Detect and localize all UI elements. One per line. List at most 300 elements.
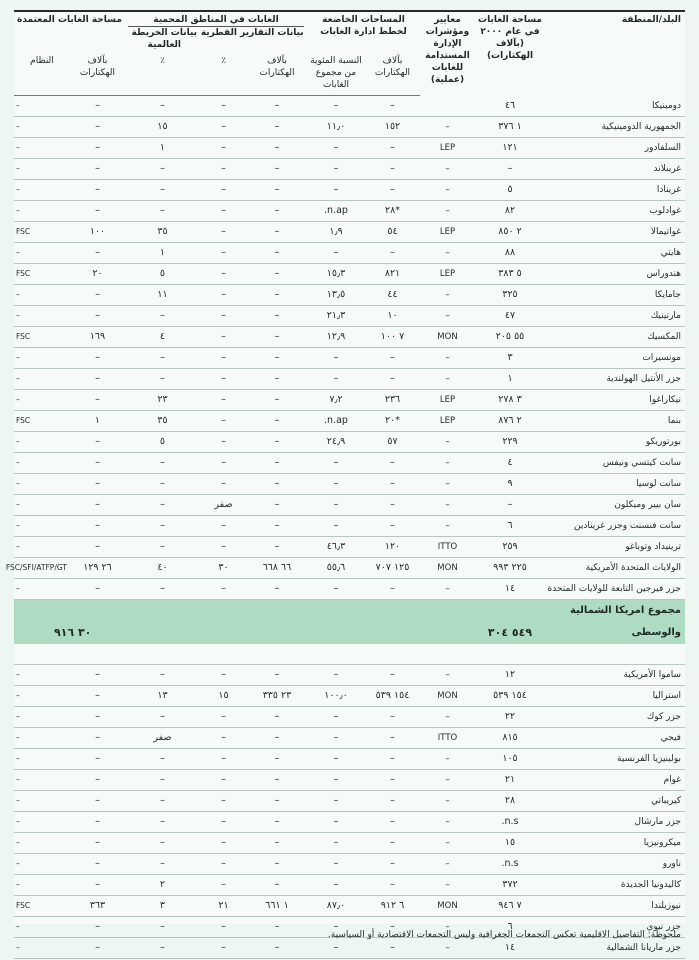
reports-area-cell: – — [247, 516, 307, 537]
reports-pct-cell: – — [200, 285, 247, 306]
reports-pct-cell: – — [200, 264, 247, 285]
reports-pct-cell: – — [200, 938, 247, 959]
country-cell: ميكرونيزيا — [545, 833, 685, 854]
reports-area-cell: – — [247, 201, 307, 222]
total-label-line1: مجموع امريكا الشمالية — [569, 605, 681, 616]
certified-area-cell: – — [70, 854, 125, 875]
reports-pct-cell: – — [200, 432, 247, 453]
reports-area-cell: – — [247, 665, 307, 686]
map-pct-cell: – — [125, 369, 200, 390]
country-cell: السلفادور — [545, 138, 685, 159]
plans-area-cell: – — [365, 180, 420, 201]
country-cell: كاليدونيا الجديدة — [545, 875, 685, 896]
forest-area-cell: ٢١ — [475, 770, 545, 791]
plans-pct-cell: – — [307, 875, 365, 896]
country-cell: كيريباتي — [545, 791, 685, 812]
criteria-cell: – — [420, 854, 475, 875]
reports-pct-cell: – — [200, 453, 247, 474]
map-pct-cell: – — [125, 770, 200, 791]
reports-pct-cell: – — [200, 138, 247, 159]
forest-area-cell: n.s. — [475, 854, 545, 875]
table-row — [14, 348, 685, 369]
plans-pct-cell: – — [307, 96, 365, 117]
criteria-cell: MON — [420, 896, 475, 917]
forest-area-cell: ١٥ — [475, 833, 545, 854]
forest-area-cell: ٣ ٢٧٨ — [475, 390, 545, 411]
certified-system-cell: – — [14, 707, 70, 728]
table-row — [14, 453, 685, 474]
certified-area-cell: – — [70, 390, 125, 411]
plans-pct-cell: – — [307, 159, 365, 180]
reports-pct-cell: – — [200, 791, 247, 812]
certified-area-cell: – — [70, 707, 125, 728]
forest-area-cell: ١ — [475, 369, 545, 390]
map-pct-cell: – — [125, 306, 200, 327]
reports-area-cell: – — [247, 770, 307, 791]
criteria-cell: – — [420, 432, 475, 453]
certified-area-cell: – — [70, 812, 125, 833]
forest-table — [5, 12, 685, 959]
plans-pct-cell: – — [307, 833, 365, 854]
certified-system-cell: – — [14, 180, 70, 201]
map-pct-cell: ٣ — [125, 896, 200, 917]
reports-area-cell: – — [247, 369, 307, 390]
plans-area-cell: ١٠ — [365, 306, 420, 327]
plans-pct-cell: ٨٧٫٠ — [307, 896, 365, 917]
header-reports-group: بيانات التقارير القطرية — [200, 28, 304, 38]
header-plans-pct: النسبة المئوية من مجموع الغابات — [307, 53, 365, 96]
criteria-cell: – — [420, 180, 475, 201]
country-cell: نيوزيلندا — [545, 896, 685, 917]
certified-system-cell: FSC — [14, 222, 70, 243]
forest-area-cell: ٢ ٨٥٠ — [475, 222, 545, 243]
plans-pct-cell: – — [307, 854, 365, 875]
reports-area-cell: – — [247, 474, 307, 495]
plans-pct-cell: – — [307, 348, 365, 369]
forest-area-cell: ٢٥٩ — [475, 537, 545, 558]
criteria-cell: – — [420, 117, 475, 138]
country-cell: غواتيمالا — [545, 222, 685, 243]
reports-area-cell: ٦٦ ٦٦٨ — [247, 558, 307, 579]
plans-pct-cell: – — [307, 516, 365, 537]
table-body-oceania — [14, 665, 685, 959]
plans-pct-cell: – — [307, 707, 365, 728]
reports-pct-cell: – — [200, 411, 247, 432]
total-certified-area: ٣٠ ٩١٦ — [14, 622, 125, 644]
total-label-line2: والوسطى — [545, 622, 685, 644]
criteria-cell: – — [420, 495, 475, 516]
forest-area-cell: ٣٢٥ — [475, 285, 545, 306]
plans-area-cell: ١٥٢ — [365, 117, 420, 138]
forest-area-cell: ٢٢٩ — [475, 432, 545, 453]
certified-system-cell: FSC — [14, 896, 70, 917]
reports-area-cell: – — [247, 180, 307, 201]
forest-area-cell: ٦ — [475, 516, 545, 537]
country-cell: بنما — [545, 411, 685, 432]
certified-area-cell: – — [70, 306, 125, 327]
header-reports-pct: ٪ — [200, 53, 247, 96]
map-pct-cell: ٥ — [125, 264, 200, 285]
map-pct-cell: ١١ — [125, 285, 200, 306]
certified-area-cell: – — [70, 285, 125, 306]
forest-area-cell: ١٠٥ — [475, 749, 545, 770]
certified-system-cell: FSC — [14, 264, 70, 285]
reports-pct-cell: – — [200, 180, 247, 201]
reports-area-cell: – — [247, 243, 307, 264]
table-row — [14, 791, 685, 812]
header-plans-group: المساحات الخاضعة لخطط ادارة الغابات — [320, 15, 407, 37]
plans-pct-cell: – — [307, 749, 365, 770]
forest-area-cell: ٥٥ ٢٠٥ — [475, 327, 545, 348]
reports-pct-cell: – — [200, 243, 247, 264]
reports-pct-cell: – — [200, 96, 247, 117]
country-cell: جامايكا — [545, 285, 685, 306]
table-row — [14, 579, 685, 600]
certified-system-cell: FSC — [14, 411, 70, 432]
header-certified-group: مساحة الغابات المعتمدة — [17, 15, 122, 25]
reports-pct-cell: – — [200, 159, 247, 180]
criteria-cell: – — [420, 348, 475, 369]
plans-area-cell: ٦ ٩١٢ — [365, 896, 420, 917]
plans-pct-cell: ١٢٫٩ — [307, 327, 365, 348]
forest-area-cell: ٨٢ — [475, 201, 545, 222]
reports-pct-cell: – — [200, 306, 247, 327]
map-pct-cell: – — [125, 833, 200, 854]
plans-pct-cell: ٤٦٫٣ — [307, 537, 365, 558]
reports-area-cell: – — [247, 495, 307, 516]
country-cell: ترينيداد وتوباغو — [545, 537, 685, 558]
certified-system-cell: – — [14, 369, 70, 390]
criteria-cell: MON — [420, 327, 475, 348]
criteria-cell: – — [420, 791, 475, 812]
map-pct-cell: – — [125, 537, 200, 558]
certified-system-cell: – — [14, 875, 70, 896]
map-pct-cell: ١ — [125, 138, 200, 159]
certified-system-cell: – — [14, 474, 70, 495]
forest-area-cell: ١٤ — [475, 938, 545, 959]
plans-area-cell: – — [365, 938, 420, 959]
reports-pct-cell: – — [200, 579, 247, 600]
plans-area-cell: ٤٤ — [365, 285, 420, 306]
reports-area-cell: – — [247, 812, 307, 833]
plans-area-cell: – — [365, 665, 420, 686]
table-row — [14, 264, 685, 285]
country-cell: بورتوريكو — [545, 432, 685, 453]
plans-area-cell: – — [365, 854, 420, 875]
total-area: ٥٤٩ ٣٠٤ — [475, 622, 545, 644]
reports-pct-cell: ١٥ — [200, 686, 247, 707]
forest-area-cell: ١ ٣٧٦ — [475, 117, 545, 138]
certified-system-cell: – — [14, 348, 70, 369]
plans-pct-cell: ١١٫٠ — [307, 117, 365, 138]
country-cell: نيكاراغوا — [545, 390, 685, 411]
reports-area-cell: – — [247, 159, 307, 180]
certified-system-cell: – — [14, 579, 70, 600]
reports-area-cell: – — [247, 854, 307, 875]
certified-area-cell: – — [70, 117, 125, 138]
reports-area-cell: – — [247, 138, 307, 159]
certified-system-cell: – — [14, 749, 70, 770]
certified-system-cell: – — [14, 537, 70, 558]
criteria-cell: – — [420, 770, 475, 791]
plans-pct-cell: – — [307, 812, 365, 833]
forest-area-cell: ٢ ٨٧٦ — [475, 411, 545, 432]
plans-pct-cell: – — [307, 180, 365, 201]
certified-area-cell: – — [70, 791, 125, 812]
table-row — [14, 369, 685, 390]
certified-system-cell: – — [14, 770, 70, 791]
country-cell: سانت لوسيا — [545, 474, 685, 495]
reports-area-cell: – — [247, 348, 307, 369]
plans-pct-cell: n.ap. — [307, 201, 365, 222]
country-cell: جزر ماريانا الشمالية — [545, 938, 685, 959]
table-row — [14, 138, 685, 159]
table-row — [14, 749, 685, 770]
map-pct-cell: – — [125, 854, 200, 875]
table-row — [14, 537, 685, 558]
table-row — [14, 411, 685, 432]
plans-area-cell: – — [365, 138, 420, 159]
plans-area-cell: – — [365, 770, 420, 791]
country-cell: غوادلوب — [545, 201, 685, 222]
plans-pct-cell: – — [307, 791, 365, 812]
forest-area-cell: ١٢ — [475, 665, 545, 686]
header-country: البلد/المنطقة — [621, 15, 681, 25]
map-pct-cell: – — [125, 938, 200, 959]
plans-area-cell: ٥٧ — [365, 432, 420, 453]
reports-area-cell: – — [247, 833, 307, 854]
plans-area-cell: ٧ ١٠٠ — [365, 327, 420, 348]
criteria-cell: LEP — [420, 390, 475, 411]
reports-area-cell: – — [247, 728, 307, 749]
header-protected-group — [125, 12, 307, 53]
country-cell: غوام — [545, 770, 685, 791]
criteria-cell: LEP — [420, 138, 475, 159]
reports-pct-cell: – — [200, 537, 247, 558]
criteria-cell: ITTO — [420, 537, 475, 558]
plans-area-cell: – — [365, 453, 420, 474]
reports-pct-cell: – — [200, 875, 247, 896]
certified-system-cell: – — [14, 453, 70, 474]
certified-area-cell: ١٦٩ — [70, 327, 125, 348]
plans-area-cell: – — [365, 243, 420, 264]
plans-pct-cell: ١٫٩ — [307, 222, 365, 243]
certified-area-cell: – — [70, 495, 125, 516]
reports-pct-cell: – — [200, 728, 247, 749]
map-pct-cell: – — [125, 707, 200, 728]
country-cell: جزر كوك — [545, 707, 685, 728]
certified-system-cell: – — [14, 390, 70, 411]
criteria-cell: – — [420, 833, 475, 854]
map-pct-cell: ١٣ — [125, 686, 200, 707]
reports-area-cell: ١ ٦٦١ — [247, 896, 307, 917]
table-row — [14, 285, 685, 306]
certified-area-cell: – — [70, 938, 125, 959]
table-body-total — [14, 600, 685, 665]
certified-system-cell: – — [14, 495, 70, 516]
plans-area-cell: – — [365, 96, 420, 117]
reports-area-cell: – — [247, 306, 307, 327]
reports-pct-cell: – — [200, 812, 247, 833]
plans-pct-cell: – — [307, 665, 365, 686]
map-pct-cell: – — [125, 201, 200, 222]
country-cell: هندوراس — [545, 264, 685, 285]
plans-area-cell: ٨٢١ — [365, 264, 420, 285]
reports-area-cell: – — [247, 411, 307, 432]
table-row — [14, 854, 685, 875]
country-cell: جزر الأنتيل الهولندية — [545, 369, 685, 390]
map-pct-cell: – — [125, 453, 200, 474]
plans-pct-cell: – — [307, 495, 365, 516]
reports-area-cell: – — [247, 791, 307, 812]
reports-area-cell: ٢٣ ٣٣٥ — [247, 686, 307, 707]
certified-area-cell: – — [70, 96, 125, 117]
plans-area-cell: – — [365, 474, 420, 495]
certified-system-cell: – — [14, 516, 70, 537]
certified-area-cell: – — [70, 369, 125, 390]
country-cell: دومينيكا — [545, 96, 685, 117]
map-pct-cell: ١ — [125, 243, 200, 264]
plans-pct-cell: ٥٥٫٦ — [307, 558, 365, 579]
map-pct-cell: ١٥ — [125, 117, 200, 138]
plans-area-cell: – — [365, 791, 420, 812]
certified-area-cell: – — [70, 201, 125, 222]
table-row — [14, 833, 685, 854]
map-pct-cell: – — [125, 579, 200, 600]
forest-area-cell: ٦ — [475, 917, 545, 938]
certified-area-cell: – — [70, 159, 125, 180]
certified-area-cell: ٢٠ — [70, 264, 125, 285]
forest-area-cell: ٢٢٥ ٩٩٣ — [475, 558, 545, 579]
plans-area-cell: – — [365, 707, 420, 728]
map-pct-cell: ٢٣ — [125, 390, 200, 411]
certified-system-cell: – — [14, 791, 70, 812]
country-cell: جزر فيرجين التابعة للولايات المتحدة — [545, 579, 685, 600]
reports-area-cell: – — [247, 875, 307, 896]
table-row — [14, 686, 685, 707]
plans-area-cell: – — [365, 495, 420, 516]
country-cell: ساموا الأمريكية — [545, 665, 685, 686]
table-row — [14, 938, 685, 959]
table-row — [14, 707, 685, 728]
plans-area-cell: *٢٨ — [365, 201, 420, 222]
table-row — [14, 390, 685, 411]
certified-area-cell: ١٠٠ — [70, 222, 125, 243]
header-criteria: معايير ومؤشرات الإدارة المستدامة للغابات (عملية) — [425, 15, 470, 85]
country-cell: بولينيزيا الفرنسية — [545, 749, 685, 770]
table-row — [14, 495, 685, 516]
reports-area-cell: – — [247, 453, 307, 474]
certified-system-cell: – — [14, 117, 70, 138]
plans-area-cell: – — [365, 369, 420, 390]
certified-area-cell: – — [70, 875, 125, 896]
table-row — [14, 117, 685, 138]
plans-area-cell: ٢٣٦ — [365, 390, 420, 411]
criteria-cell: LEP — [420, 411, 475, 432]
certified-area-cell: – — [70, 243, 125, 264]
criteria-cell: – — [420, 938, 475, 959]
country-cell: جزر مارشال — [545, 812, 685, 833]
forest-area-cell: ٩ — [475, 474, 545, 495]
reports-pct-cell: – — [200, 201, 247, 222]
criteria-cell: – — [420, 665, 475, 686]
table-row — [14, 474, 685, 495]
map-pct-cell: ٥ — [125, 432, 200, 453]
criteria-cell: – — [420, 812, 475, 833]
forest-area-cell: ١٤ — [475, 579, 545, 600]
spacer-row — [14, 644, 685, 665]
table-row — [14, 432, 685, 453]
map-pct-cell: ٤ — [125, 327, 200, 348]
reports-area-cell: – — [247, 327, 307, 348]
plans-area-cell: – — [365, 159, 420, 180]
plans-pct-cell: ١٠٠٫٠ — [307, 686, 365, 707]
criteria-cell: – — [420, 369, 475, 390]
country-cell: الجمهورية الدومينيكية — [545, 117, 685, 138]
reports-area-cell: – — [247, 222, 307, 243]
reports-pct-cell: – — [200, 327, 247, 348]
plans-pct-cell: – — [307, 938, 365, 959]
certified-area-cell: – — [70, 728, 125, 749]
reports-area-cell: – — [247, 285, 307, 306]
plans-area-cell: ٥٤ — [365, 222, 420, 243]
map-pct-cell: ٤٠ — [125, 558, 200, 579]
certified-system-cell: – — [14, 285, 70, 306]
certified-system-cell: – — [14, 306, 70, 327]
reports-pct-cell: – — [200, 749, 247, 770]
certified-area-cell: – — [70, 432, 125, 453]
table-row — [14, 201, 685, 222]
reports-pct-cell: – — [200, 707, 247, 728]
plans-pct-cell: ٢٤٫٩ — [307, 432, 365, 453]
certified-system-cell: – — [14, 938, 70, 959]
forest-area-cell: ١٥٤ ٥٣٩ — [475, 686, 545, 707]
reports-area-cell: – — [247, 390, 307, 411]
plans-pct-cell: – — [307, 770, 365, 791]
criteria-cell: – — [420, 306, 475, 327]
plans-pct-cell: – — [307, 369, 365, 390]
certified-system-cell: – — [14, 833, 70, 854]
criteria-cell: – — [420, 243, 475, 264]
table-body-americas — [5, 96, 685, 600]
forest-area-cell: – — [475, 495, 545, 516]
plans-area-cell: – — [365, 728, 420, 749]
certified-area-cell: – — [70, 348, 125, 369]
criteria-cell: – — [420, 579, 475, 600]
map-pct-cell: – — [125, 812, 200, 833]
plans-pct-cell: – — [307, 138, 365, 159]
reports-pct-cell: – — [200, 665, 247, 686]
forest-area-cell: ٨٨ — [475, 243, 545, 264]
map-pct-cell: صفر — [125, 728, 200, 749]
plans-pct-cell: – — [307, 453, 365, 474]
criteria-cell: – — [420, 453, 475, 474]
reports-area-cell: – — [247, 264, 307, 285]
reports-area-cell: – — [247, 579, 307, 600]
country-cell: سان بيير وميكلون — [545, 495, 685, 516]
certified-area-cell: – — [70, 453, 125, 474]
map-pct-cell: ٣٥ — [125, 411, 200, 432]
forest-area-cell: ٥ ٣٨٣ — [475, 264, 545, 285]
certified-area-cell: – — [70, 516, 125, 537]
country-cell: ناورو — [545, 854, 685, 875]
plans-pct-cell: – — [307, 243, 365, 264]
plans-pct-cell: – — [307, 474, 365, 495]
reports-pct-cell: صفر — [200, 495, 247, 516]
criteria-cell: ITTO — [420, 728, 475, 749]
plans-area-cell: – — [365, 833, 420, 854]
table-row — [14, 770, 685, 791]
